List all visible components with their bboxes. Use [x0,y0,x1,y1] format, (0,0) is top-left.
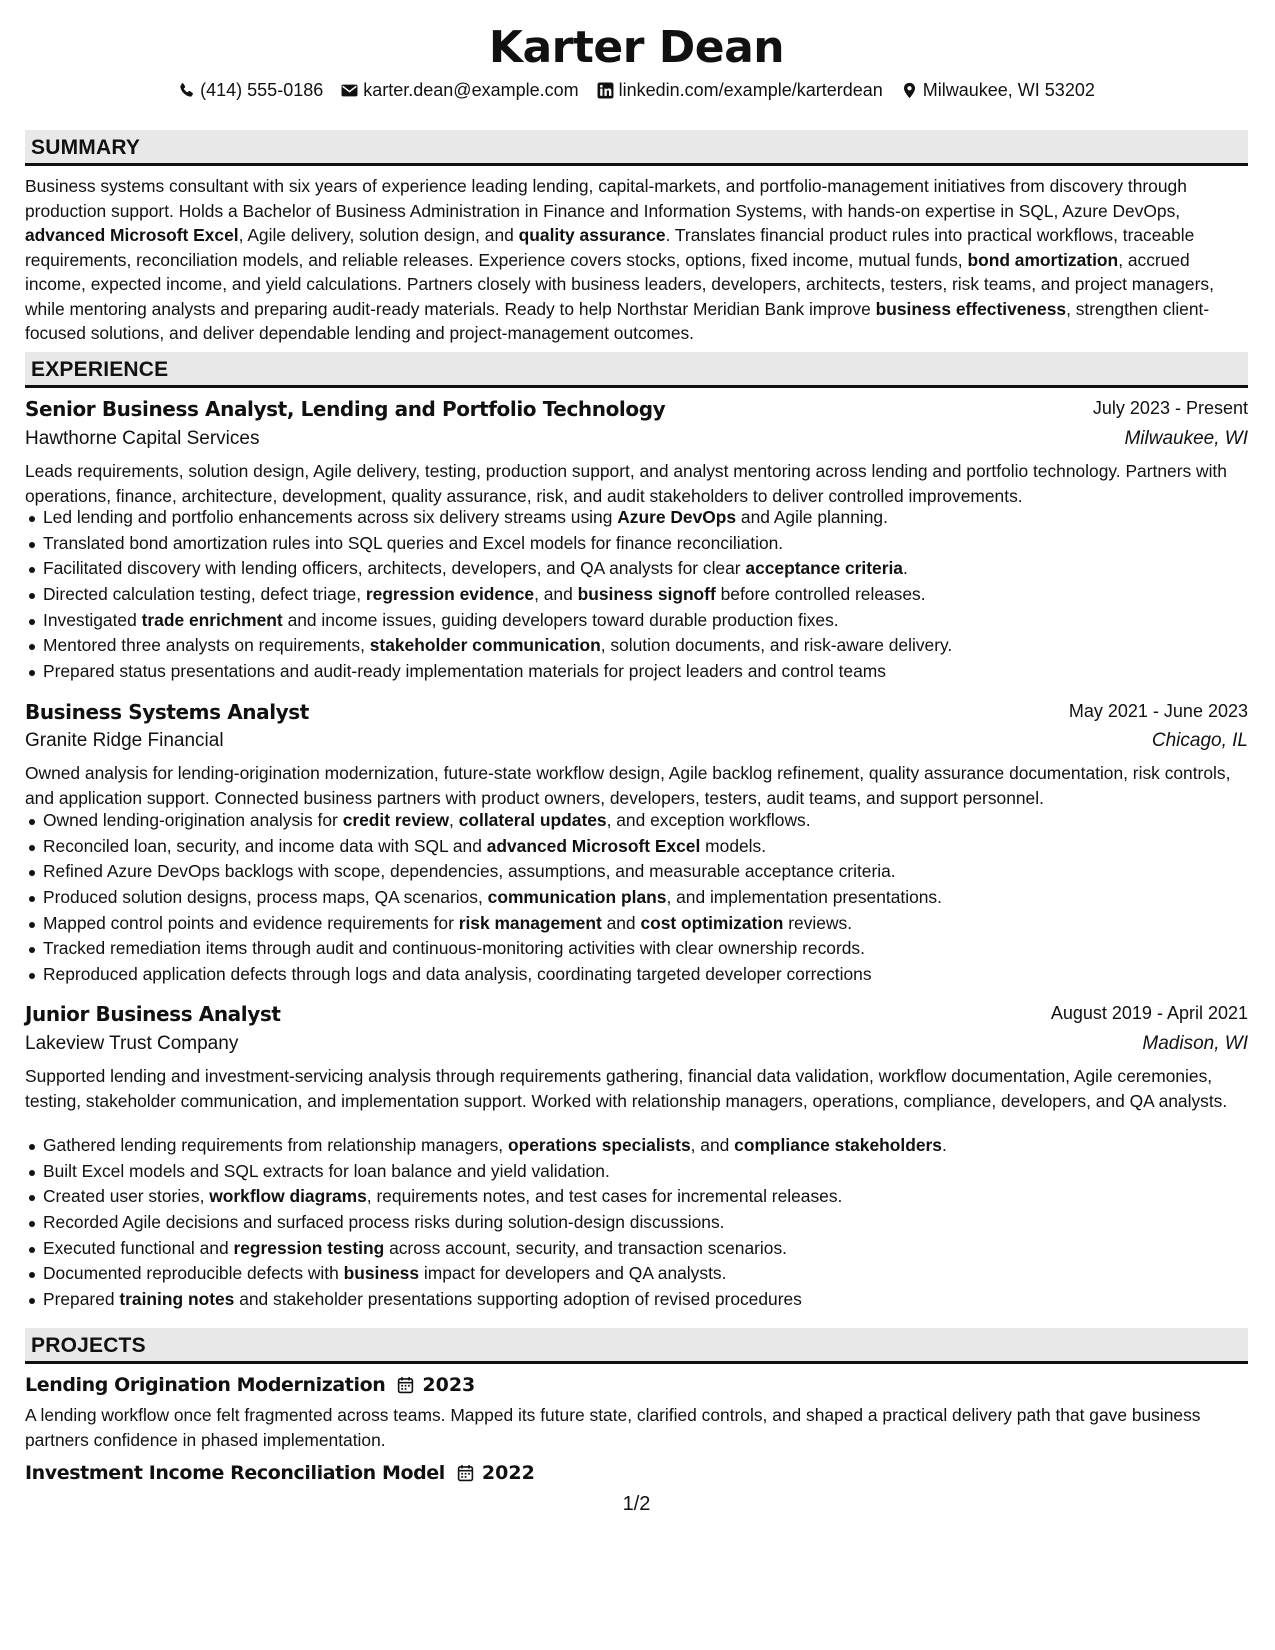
emphasized-text: trade enrichment [141,609,283,630]
bullet-item [43,1159,1266,1185]
project-year-text: 2023 [422,1374,476,1396]
bullet-item [43,834,1266,860]
job-dates: August 2019 - April 2021 [1050,1003,1248,1023]
job-bullet-list [25,1133,1266,1313]
text-run: , [449,810,459,830]
text-run: , Agile delivery, solution design, and [238,225,519,245]
text-run: Owned analysis for lending-origination modernization, future-state workflow design, Agile backlog refinement, quality assurance documentation, risk controls, and application support. Connected business partners with product owners, developers, testers, audit teams, and support personnel. [25,763,1231,808]
emphasized-text: compliance stakeholders [734,1135,942,1155]
text-run: and Agile planning. [736,507,888,527]
job-company: Hawthorne Capital Services [25,428,260,449]
bullet-item [43,859,1266,885]
text-run: , requirements notes, and test cases for incremental releases. [366,1186,843,1207]
job-bullet-list [25,808,1266,988]
text-run: Prepared status presentations and audit-ready implementation materials for project leaders and control teams [43,661,886,682]
job-dates: July 2023 - Present [1092,398,1248,418]
bullet-item [43,582,1266,608]
bullet-item [43,659,1266,685]
text-run: . [902,558,908,579]
text-run: Business systems consultant with six years of experience leading lending, capital-markets, and portfolio-management initiatives from discovery through production support. Holds a Bachelor of Business Administration in Finance and Information Systems, with hands-on expertise in SQL, Azure DevOps, [25,176,1187,221]
emphasized-text: regression testing [233,1237,385,1258]
emphasized-text: acceptance criteria [745,558,903,579]
job-title: Business Systems Analyst [25,700,309,724]
text-run: Mentored three analysts on requirements, [43,635,370,656]
text-run: and [601,912,641,933]
text-run: , accrued income, expected income, and yield calculations. Partners closely with business leaders, developers, architects, testers, risk teams, and project managers, while mentoring analysts and preparing audit-ready materials. Ready to help Northstar Meridian Bank improve [25,249,1214,319]
text-run: and income issues, guiding developers toward durable production fixes. [282,609,839,630]
text-run: Created user stories, [43,1186,210,1207]
text-run: Directed calculation testing, defect triage, [43,584,366,605]
text-run: Supported lending and investment-servicing analysis through requirements gathering, financial data validation, workflow documentation, Agile ceremonies, testing, stakeholder communication, and implementation support. Worked with relationship managers, operations, compliance, developers, and QA analysts. [25,1066,1228,1111]
calendar-icon [457,1464,474,1482]
bullet-item [43,1184,1266,1210]
job-company: Lakeview Trust Company [25,1033,239,1054]
text-run: Produced solution designs, process maps, QA scenarios, [43,887,488,908]
emphasized-text: bond amortization [967,249,1119,270]
job-location: Madison, WI [1142,1033,1248,1054]
text-run: impact for developers and QA analysts. [419,1263,727,1284]
bullet-item [43,1236,1266,1262]
bullet-item [43,962,1266,988]
text-run: before controlled releases. [715,584,926,605]
text-run: Gathered lending requirements from relationship managers, [43,1135,508,1155]
text-run: Owned lending-origination analysis for [43,810,343,830]
emphasized-text: regression evidence [365,584,535,605]
text-run: , and implementation presentations. [666,887,942,908]
bullet-item [43,1210,1266,1236]
emphasized-text: quality assurance [518,225,666,245]
project-year [397,1374,475,1396]
bullet-item [43,531,1266,557]
bullet-item [43,1261,1266,1287]
emphasized-text: workflow diagrams [209,1186,367,1207]
job-description [25,459,1248,508]
bullet-item [43,885,1266,911]
job-company: Granite Ridge Financial [25,730,224,751]
text-run: and stakeholder presentations supporting adoption of revised procedures [234,1289,802,1310]
emphasized-text: cost optimization [640,912,784,933]
project-name: Investment Income Reconciliation Model [25,1462,445,1484]
phone-icon [178,82,195,99]
text-run: Recorded Agile decisions and surfaced process risks during solution-design discussions. [43,1212,725,1233]
text-run: Leads requirements, solution design, Agile delivery, testing, production support, and analyst mentoring across lending and portfolio technology. Partners with operations, finance, architecture, development, quality assurance, risk, and audit stakeholders to deliver controlled improvements. [25,461,1227,506]
contact-email[interactable] [341,80,578,101]
page-number: 1/2 [622,1493,651,1515]
envelope-icon [341,82,358,99]
emphasized-text: collateral updates [458,810,607,830]
job-title: Senior Business Analyst, Lending and Portfolio Technology [25,397,666,421]
text-run: . [941,1135,947,1155]
emphasized-text: advanced Microsoft Excel [486,835,701,856]
text-run: , and [534,584,578,605]
text-run: Documented reproducible defects with [43,1263,344,1284]
bullet-item [43,505,1266,531]
bullet-item [43,1133,1266,1159]
contact-linkedin[interactable] [597,80,883,101]
project-title [25,1374,475,1396]
contact-location [901,80,1095,101]
emphasized-text: risk management [458,912,602,933]
text-run: Executed functional and [43,1237,234,1258]
job-location: Milwaukee, WI [1124,428,1248,449]
text-run: Refined Azure DevOps backlogs with scope, dependencies, assumptions, and measurable acceptance criteria. [43,861,896,882]
text-run: Prepared [43,1289,120,1310]
emphasized-text: business effectiveness [875,298,1067,319]
text-run: , and exception workflows. [606,810,811,830]
text-run: Mapped control points and evidence requirements for [43,912,459,933]
job-location: Chicago, IL [1151,730,1248,751]
summary-heading: SUMMARY [31,136,141,159]
job-bullet-list [25,505,1266,685]
text-run: Led lending and portfolio enhancements across six delivery streams using [43,507,618,527]
summary-section-header [25,130,1248,166]
project-name: Lending Origination Modernization [25,1374,386,1396]
job-description [25,761,1248,810]
bullet-item [43,911,1266,937]
bullet-item [43,808,1266,834]
summary-text [25,174,1248,346]
text-run: . Translates financial product rules into practical workflows, traceable requirements, reconciliation models, and reliable releases. Experience covers stocks, options, fixed income, mutual funds, [25,225,1195,270]
emphasized-text: training notes [119,1289,235,1310]
text-run: Tracked remediation items through audit and continuous-monitoring activities with clear ownership records. [43,938,865,959]
contact-phone [178,80,323,101]
text-run: , strengthen client-focused solutions, and deliver dependable lending and project-management outcomes. [25,298,1210,343]
text-run: models. [700,835,767,856]
experience-heading: EXPERIENCE [31,358,169,381]
projects-heading: PROJECTS [31,1334,146,1357]
job-description [25,1064,1248,1113]
emphasized-text: stakeholder communication [369,635,601,656]
phone-text: (414) 555-0186 [200,79,324,100]
linkedin-icon [597,82,614,99]
text-run: Reproduced application defects through logs and data analysis, coordinating targeted developer corrections [43,964,872,985]
bullet-item [43,608,1266,634]
projects-section-header [25,1328,1248,1364]
candidate-name: Karter Dean [488,22,785,73]
text-run: , and [690,1135,735,1155]
bullet-item [43,1287,1266,1313]
map-pin-icon [901,82,918,99]
email-text: karter.dean@example.com [363,79,579,100]
emphasized-text: business [343,1263,420,1284]
emphasized-text: operations specialists [507,1135,691,1155]
text-run: , solution documents, and risk-aware delivery. [600,635,953,656]
emphasized-text: credit review [342,810,450,830]
location-text: Milwaukee, WI 53202 [922,79,1095,100]
job-title: Junior Business Analyst [25,1002,281,1026]
bullet-item [43,936,1266,962]
contact-bar [25,78,1248,102]
bullet-item [43,633,1266,659]
project-year-text: 2022 [481,1462,535,1484]
project-title [25,1462,535,1484]
emphasized-text: business signoff [577,584,716,605]
text-run: Reconciled loan, security, and income data with SQL and [43,835,487,856]
project-description: A lending workflow once felt fragmented across teams. Mapped its future state, clarified controls, and shaped a practical delivery path that gave business partners confidence in phased implementation. [25,1405,1201,1450]
text-run: Facilitated discovery with lending officers, architects, developers, and QA analysts for clear [43,558,746,579]
text-run: Translated bond amortization rules into SQL queries and Excel models for finance reconciliation. [43,532,784,553]
text-run: reviews. [783,912,853,933]
linkedin-text: linkedin.com/example/karterdean [618,79,883,100]
calendar-icon [397,1376,414,1394]
emphasized-text: communication plans [487,887,667,908]
emphasized-text: Azure DevOps [617,507,737,527]
bullet-item [43,556,1266,582]
text-run: Investigated [43,609,142,630]
job-dates: May 2021 - June 2023 [1068,701,1248,721]
emphasized-text: advanced Microsoft Excel [25,225,239,245]
text-run: Built Excel models and SQL extracts for loan balance and yield validation. [43,1160,610,1181]
experience-section-header [25,352,1248,388]
project-year [457,1462,535,1484]
text-run: across account, security, and transaction scenarios. [384,1237,787,1258]
